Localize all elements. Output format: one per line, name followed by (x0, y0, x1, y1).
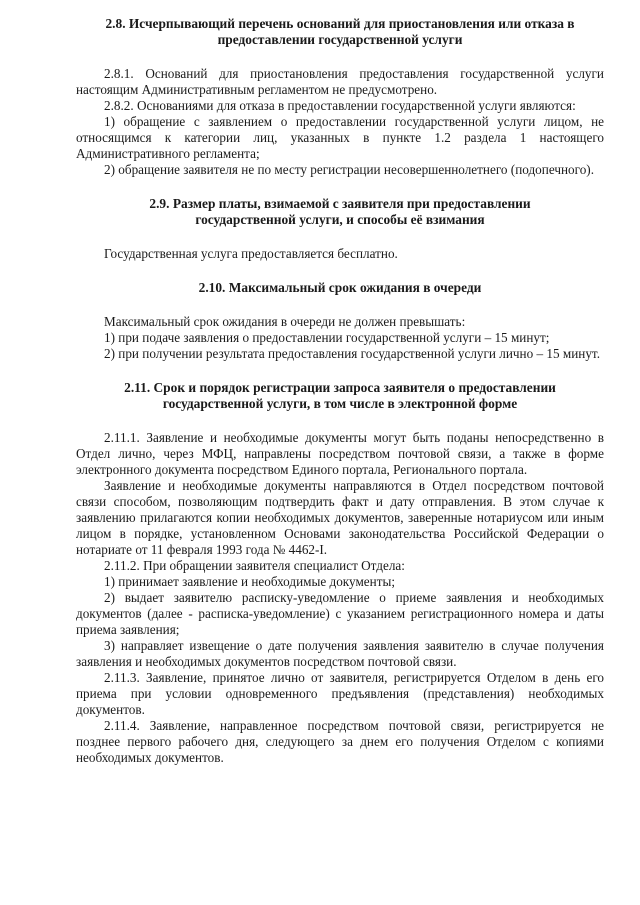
paragraph: Максимальный срок ожидания в очереди не должен превышать: (104, 314, 466, 329)
paragraph: 2.8.1. Оснований для приостановления предоставления государственной услуги настоящим Административным регламентом не предусмотрено. (76, 66, 604, 97)
paragraph: 2.8.2. Основаниями для отказа в предоставлении государственной услуги являются: (104, 98, 576, 113)
paragraph: 2.11.2. При обращении заявителя специалист Отдела: (104, 558, 405, 573)
paragraph: Государственная услуга предоставляется бесплатно. (104, 246, 398, 261)
paragraph: 2.11.1. Заявление и необходимые документы могут быть поданы непосредственно в Отдел лично, через МФЦ, направлены посредством почтовой связи, а также в форме электронного документа посредством Единого портала, Регионального портала. (76, 430, 604, 477)
section-2-10 (76, 280, 604, 362)
paragraph: 1) при подаче заявления о предоставлении государственной услуги – 15 минут; (104, 330, 550, 345)
paragraph: 2) при получении результата предоставления государственной услуги лично – 15 минут. (104, 346, 600, 361)
paragraph: 1) обращение с заявлением о предоставлении государственной услуги лицом, не относящимся к категории лиц, указанных в пункте 1.2 раздела 1 настоящего Административного регламента; (76, 114, 604, 161)
section-heading: 2.10. Максимальный срок ожидания в очереди (198, 280, 482, 295)
document-page (76, 16, 604, 766)
paragraph: Заявление и необходимые документы направляются в Отдел посредством почтовой связи способом, позволяющим подтвердить факт и дату отправления. В этом случае к заявлению прилагаются копии необходимых документов, заверенные нотариусом или иным лицом в порядке, установленном Основами законодательства Российской Федерации о нотариате от 11 февраля 1993 года № 4462-I. (76, 478, 604, 557)
section-2-11 (76, 380, 604, 766)
paragraph: 2) выдает заявителю расписку-уведомление о приеме заявления и необходимых документов (далее - расписка-уведомление) с указанием регистрационного номера и даты приема заявления; (76, 590, 604, 637)
paragraph: 3) направляет извещение о дате получения заявления заявителю в случае получения заявления и необходимых документов посредством почтовой связи. (76, 638, 604, 669)
paragraph: 2.11.3. Заявление, принятое лично от заявителя, регистрируется Отделом в день его приема при условии одновременного предъявления (представления) необходимых документов. (76, 670, 604, 717)
section-2-9 (76, 196, 604, 262)
section-heading: 2.8. Исчерпывающий перечень оснований для приостановления или отказа в предоставлении государственной услуги (105, 16, 575, 47)
paragraph: 1) принимает заявление и необходимые документы; (104, 574, 395, 589)
section-heading: 2.11. Срок и порядок регистрации запроса заявителя о предоставлении государственной услуги, в том числе в электронной форме (124, 380, 556, 411)
paragraph: 2) обращение заявителя не по месту регистрации несовершеннолетнего (подопечного). (104, 162, 594, 177)
paragraph: 2.11.4. Заявление, направленное посредством почтовой связи, регистрируется не позднее первого рабочего дня, следующего за днем его получения Отделом с копиями необходимых документов. (76, 718, 604, 765)
section-heading: 2.9. Размер платы, взимаемой с заявителя при предоставлении государственной услуги, и способы её взимания (149, 196, 531, 227)
section-2-8 (76, 16, 604, 178)
